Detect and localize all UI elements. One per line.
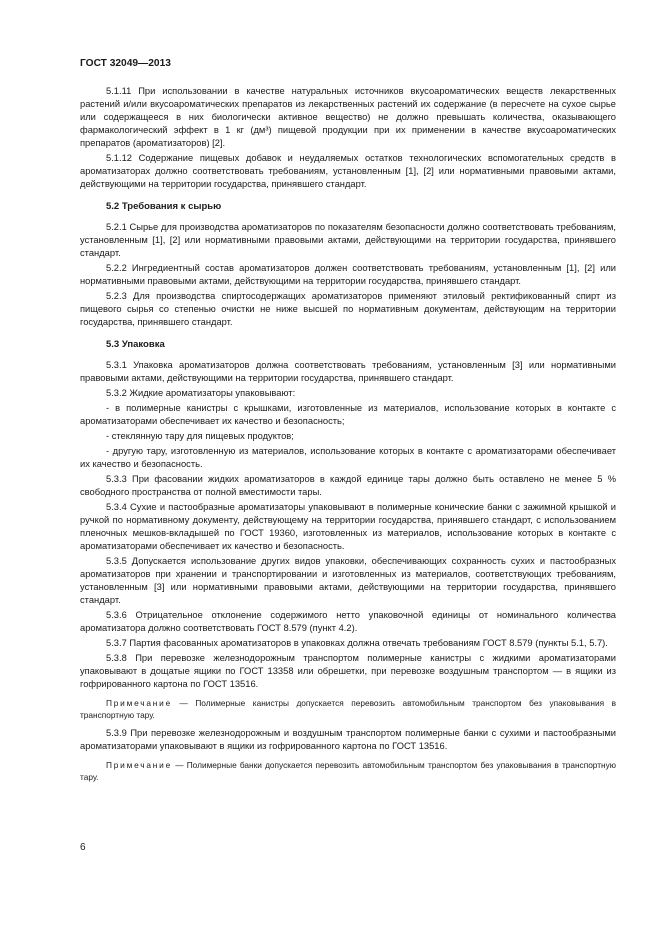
paragraph: - стеклянную тару для пищевых продуктов; [106,431,294,441]
paragraph: 5.3.4 Сухие и пастообразные ароматизаторы упаковывают в полимерные конические банки с зажимной крышкой и ручкой по нормативному документу, действующему на территории государства, принявшего стандарт, с использованием пленочных мешков-вкладышей по ГОСТ 19360, изготовленных из материалов, использование которых в контакте с ароматизаторами обеспечивает их качество и безопасность. [80,502,616,551]
note-label: Примечание [106,760,173,770]
paragraph: 5.3.7 Партия фасованных ароматизаторов в упаковках должна отвечать требованиям ГОСТ 8.579 (пункты 5.1, 5.7). [106,638,608,648]
page-body [80,58,616,789]
paragraph: 5.3.3 При фасовании жидких ароматизаторов в каждой единице тары должно быть оставлено не менее 5 % свободного пространства от полной вместимости тары. [80,474,616,497]
paragraph: 5.3.2 Жидкие ароматизаторы упаковывают: [106,388,296,398]
paragraph: - другую тару, изготовленную из материалов, использование которых в контакте с ароматизаторами обеспечивает их качество и безопасность. [80,446,616,469]
paragraph: 5.2.1 Сырье для производства ароматизаторов по показателям безопасности должно соответствовать требованиям, установленным [1], [2] или нормативными правовыми актами, действующими на территории государства, принявшего стандарт. [80,222,616,258]
paragraph: 5.3.1 Упаковка ароматизаторов должна соответствовать требованиям, установленным [3] или нормативными правовыми актами, действующими на территории государства, принявшего стандарт. [80,360,616,383]
note [80,697,616,721]
paragraph: 5.3.6 Отрицательное отклонение содержимого нетто упаковочной единицы от номинального количества ароматизатора должно соответствовать ГОСТ 8.579 (пункт 4.2). [80,610,616,633]
note-text: — Полимерные канистры допускается перевозить автомобильным транспортом без упаковывания в транспортную тару. [80,698,616,720]
note-text: — Полимерные банки допускается перевозить автомобильным транспортом без упаковывания в транспортную тару. [80,760,616,782]
paragraph: - в полимерные канистры с крышками, изготовленные из материалов, использование которых в контакте с ароматизаторами обеспечивает их качество и безопасность; [80,403,616,426]
paragraph: 5.2.2 Ингредиентный состав ароматизаторов должен соответствовать требованиям, установленным [1], [2] или нормативными правовыми актами, действующими на территории государства, принявшего стандарт. [80,263,616,286]
note-label: Примечание [106,698,173,708]
paragraph: 5.3.9 При перевозке железнодорожным и воздушным транспортом полимерные банки с сухими и пастообразными ароматизаторами упаковывают в ящики из гофрированного картона по ГОСТ 13516. [80,728,616,751]
paragraph: 5.3.5 Допускается использование других видов упаковки, обеспечивающих сохранность сухих и пастообразных ароматизаторов при хранении и транспортировании и изготовленных из материалов, соответствующих требованиям, установленным [3] или нормативными правовыми актами, действующими на территории государства, принявшего стандарт. [80,556,616,605]
paragraph: 5.1.11 При использовании в качестве натуральных источников вкусоароматических веществ лекарственных растений и/или вкусоароматических препаратов из лекарственных растений их содержание (в пересчете на сухое сырье или содержащееся в них биологически активное вещество) не должно превышать количества, оказывающего фармакологический эффект в 1 кг (дм³) пищевой продукции при их применении в качестве вкусоароматических препаратов (ароматизаторов) [2]. [80,86,616,148]
document-header: ГОСТ 32049—2013 [80,58,171,69]
section-heading: 5.2 Требования к сырью [106,201,222,212]
paragraph: 5.2.3 Для производства спиртосодержащих ароматизаторов применяют этиловый ректификованный спирт из пищевого сырья со степенью очистки не ниже высшей по нормативным документам, действующим на территории государства, принявшего стандарт. [80,291,616,327]
paragraph: 5.3.8 При перевозке железнодорожным транспортом полимерные канистры с жидкими ароматизаторами упаковывают в дощатые ящики по ГОСТ 13358 или обрешетки, при перевозке воздушным транспортом — в ящики из гофрированного картона по ГОСТ 13516. [80,653,616,689]
section-heading: 5.3 Упаковка [106,339,165,350]
page-number: 6 [80,842,86,853]
document-content [80,85,616,783]
paragraph: 5.1.12 Содержание пищевых добавок и неудаляемых остатков технологических вспомогательных средств в ароматизаторах должно соответствовать требованиям, установленным [1], [2] или нормативными правовыми актами, действующими на территории государства, принявшего стандарт. [80,153,616,189]
note [80,759,616,783]
